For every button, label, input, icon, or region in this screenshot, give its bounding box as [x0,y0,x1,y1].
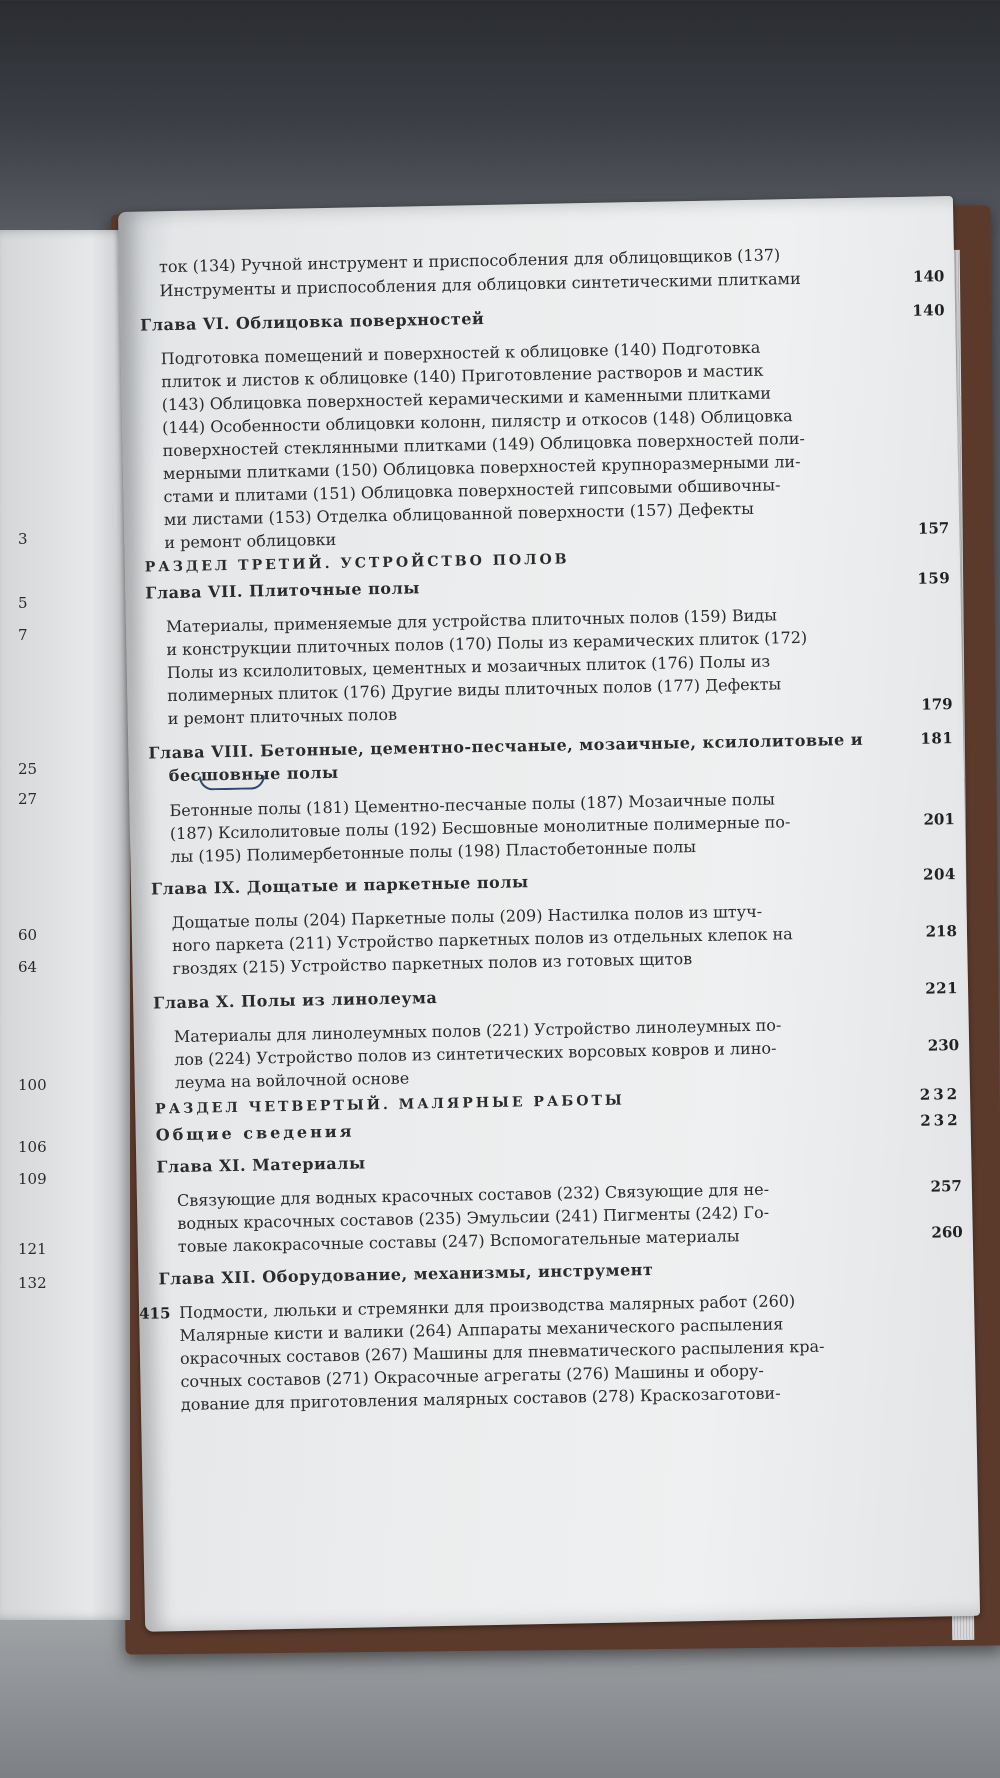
toc-page-number: 157 [917,519,950,538]
toc-text: Глава VII. Плиточные полы [145,578,420,603]
toc-page-number: 204 [922,865,957,884]
toc-text: окрасочных составов (267) Машины для пневматического распыления кра- [179,1336,825,1369]
toc-text: полимерных плиток (176) Другие виды плиточных полов (177) Дефекты [167,674,782,706]
toc-page-number: 218 [925,922,958,941]
left-page-number: 5 [18,594,28,612]
toc-text: плиток и листов к облицовке (140) Приготовление растворов и мастик [161,360,764,392]
toc-page-number: 257 [930,1176,963,1196]
toc-text: леума на войлочной основе [174,1068,410,1093]
toc-text: водных красочных составов (235) Эмульсии (241) Пигменты (242) Го- [177,1202,770,1234]
toc-text: ного паркета (211) Устройство паркетных полов из отдельных клепок на [171,924,793,956]
toc-page-number: 260 [931,1222,963,1242]
toc-page-number: 181 [920,729,954,748]
toc-page-number: 221 [925,979,959,998]
toc-text: ми листами (153) Отделка облицованной поверхности (157) Дефекты [163,498,755,530]
toc-text: и ремонт облицовки [164,529,337,553]
toc-text: Глава X. Полы из линолеума [153,988,438,1013]
toc-text: РАЗДЕЛ ЧЕТВЕРТЫЙ. МАЛЯРНЫЕ РАБОТЫ [155,1092,625,1118]
left-page-number: 132 [18,1274,47,1292]
left-page-number: 7 [18,626,28,644]
toc-text: Материалы для линолеумных полов (221) Устройство линолеумных по- [173,1015,782,1047]
chapter-heading [156,1143,901,1177]
left-page-number: 25 [18,760,38,778]
toc-page-number: 201 [923,810,955,829]
chapter-heading [153,979,959,1013]
left-page-number: 121 [18,1240,47,1258]
toc-text: Подготовка помещений и поверхностей к облицовке (140) Подготовка [160,337,761,369]
left-page-number: 106 [18,1138,47,1156]
toc-text: и ремонт плиточных полов [167,704,398,729]
left-page-number: 64 [18,958,38,976]
toc-page-number: 232 [920,1110,961,1130]
toc-text: дование для приготовления малярных составов (278) Краскозаготови- [180,1383,781,1415]
toc-text: (187) Ксилолитовые полы (192) Бесшовные монолитные полимерные по- [169,812,791,844]
toc-page-number: 232 [919,1084,961,1104]
toc-text: бесшовные полы [168,762,339,786]
left-page-number: 27 [18,790,38,808]
left-page-number: 60 [18,926,38,944]
left-page-number: 100 [18,1076,47,1094]
left-page-number: 3 [18,530,28,548]
book-page-contents [118,196,980,1632]
toc-text: стами и плитами (151) Облицовка поверхностей гипсовыми обшивочны- [163,475,781,507]
chapter-heading [158,1255,903,1289]
toc-text: Глава IX. Дощатые и паркетные полы [150,872,529,899]
toc-page-number: 159 [917,569,951,588]
toc-text: Дощатые полы (204) Паркетные полы (209) Настилка полов из штуч- [171,901,763,933]
toc-text: Малярные кисти и валики (264) Аппараты механического распыления [179,1314,784,1346]
toc-text: Инструменты и приспособления для облицовки синтетическими плитками [159,268,801,301]
left-page [0,230,130,1620]
pencil-mark [199,775,265,790]
toc-text: ток (134) Ручной инструмент и приспособления для облицовщиков (137) [158,245,781,277]
chapter-heading [150,865,957,899]
left-page-number: 109 [18,1170,47,1188]
toc-text: Полы из ксилолитовых, цементных и мозаичных плиток (176) Полы из [166,651,771,683]
footer-page-number: 415 [138,1304,171,1323]
toc-text: лов (224) Устройство полов из синтетических ворсовых ковров и лино- [174,1038,777,1070]
toc-text: Подмости, люльки и стремянки для производства малярных работ (260) [178,1291,796,1323]
toc-text: Общие сведения [155,1121,355,1145]
toc-text: (144) Особенности облицовки колонн, пилястр и откосов (148) Облицовка [161,406,793,438]
toc-text: сочных составов (271) Окрасочные агрегаты (276) Машины и обору- [180,1360,765,1392]
chapter-heading [139,301,946,335]
toc-text: Бетонные полы (181) Цементно-песчаные полы (187) Мозаичные полы [169,789,776,821]
toc-text: Глава VIII. Бетонные, цементно-песчаные, мозаичные, ксилолитовые и [148,729,864,763]
toc-text: и конструкции плиточных полов (170) Полы из керамических плиток (172) [166,627,808,660]
toc-text: (143) Облицовка поверхностей керамическими и каменными плитками [161,383,772,415]
toc-text: мерными плитками (150) Облицовка поверхностей крупноразмерными ли- [162,451,801,484]
toc-page-number: 140 [912,267,945,286]
toc-text: Глава XII. Оборудование, механизмы, инструмент [158,1259,654,1289]
toc-page-number: 230 [927,1036,960,1055]
toc-text: поверхностей стеклянными плитками (149) Облицовка поверхностей поли- [162,428,806,461]
toc-text: Глава XI. Материалы [156,1153,366,1177]
toc-text: Глава VI. Облицовка поверхностей [139,308,485,335]
toc-text: РАЗДЕЛ ТРЕТИЙ. УСТРОЙСТВО ПОЛОВ [144,551,570,576]
toc-text: Материалы, применяемые для устройства плиточных полов (159) Виды [165,605,778,637]
toc-text: товые лакокрасочные составы (247) Вспомогательные материалы [177,1226,740,1257]
toc-text: Связующие для водных красочных составов (232) Связующие для не- [176,1179,770,1211]
toc-page-number: 179 [921,695,953,714]
toc-text: лы (195) Полимербетонные полы (198) Пластобетонные полы [170,837,697,867]
toc-page-number: 140 [912,301,946,320]
toc-text: гвоздях (215) Устройство паркетных полов из готовых щитов [172,949,693,979]
